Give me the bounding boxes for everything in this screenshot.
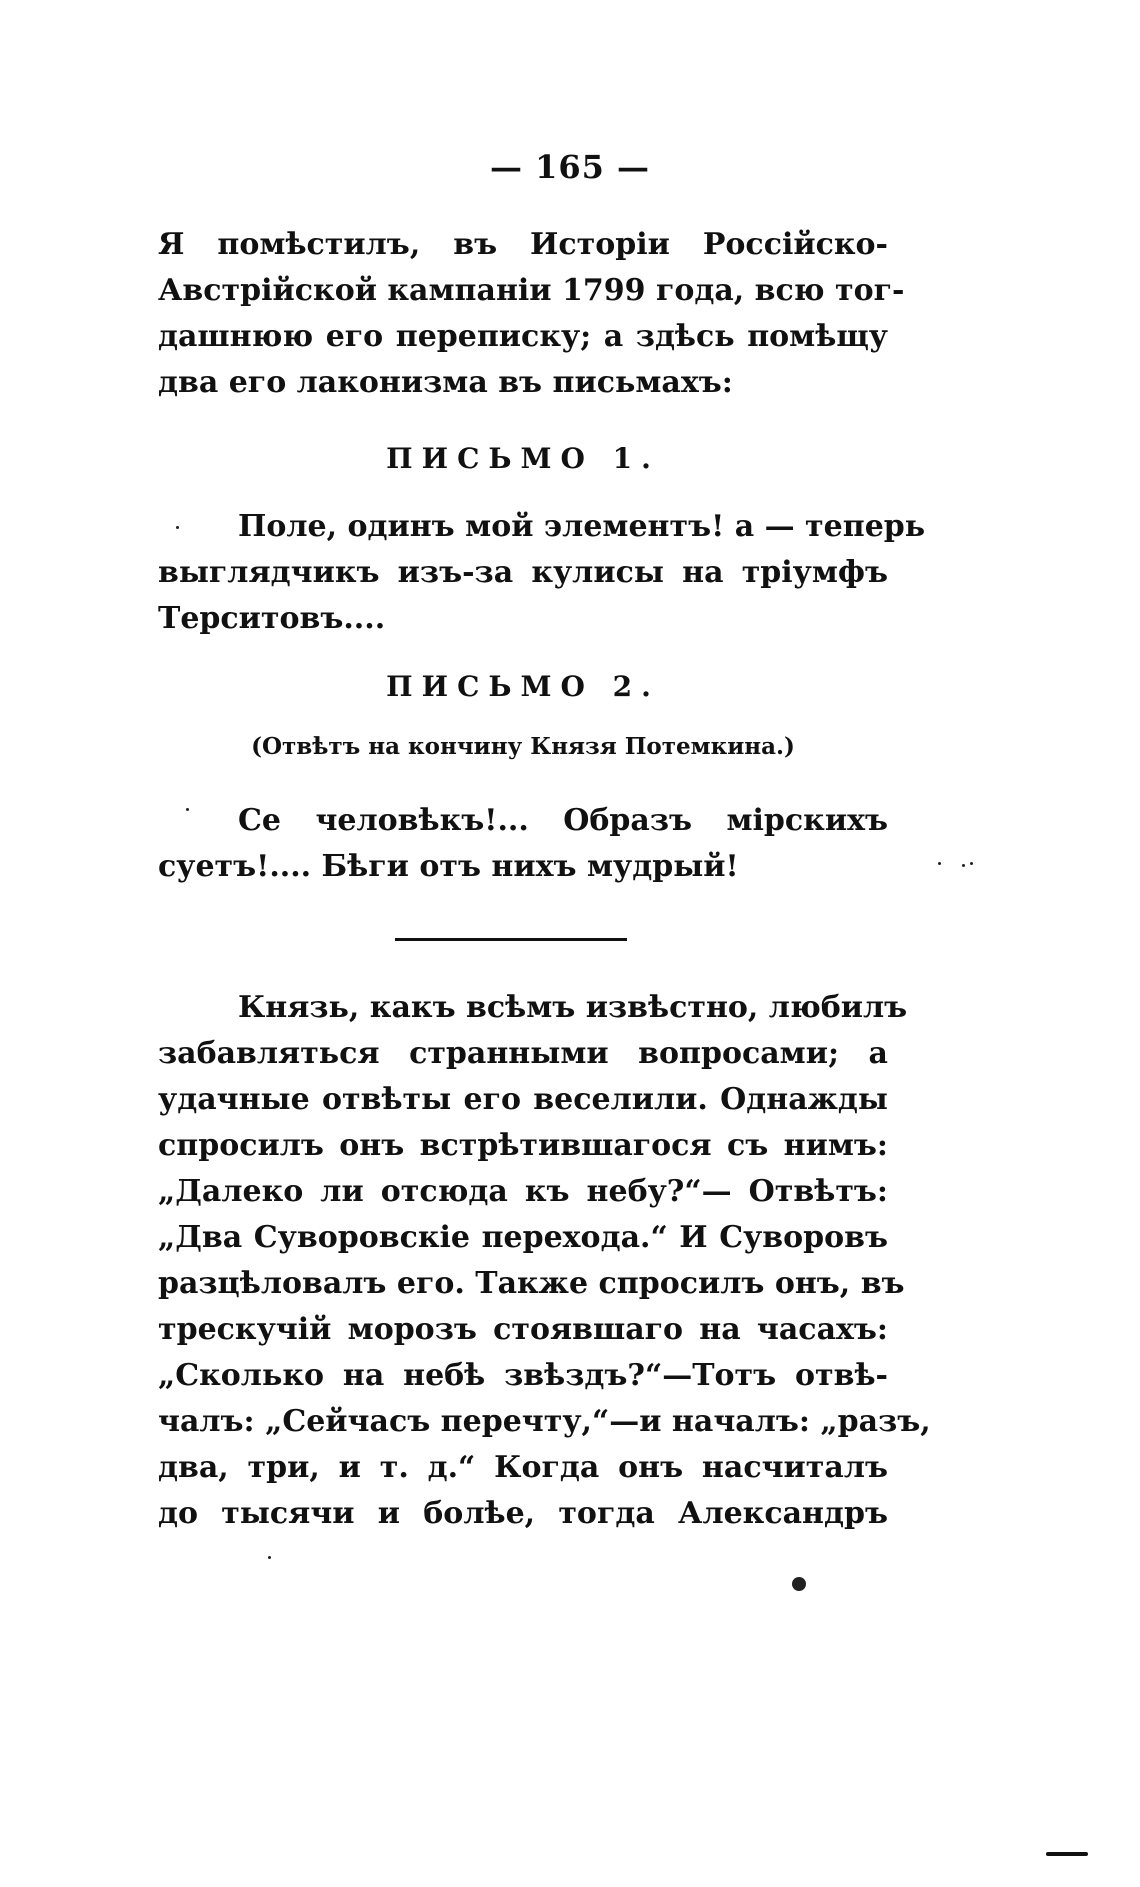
scan-speck	[962, 864, 965, 867]
letter-1-text	[158, 504, 926, 642]
letter-1-heading: ПИСЬМО 1.	[386, 442, 660, 475]
main-line: „Два Суворовскіе перехода.“ И Суворовъ	[158, 1220, 888, 1255]
main-line: Князь, какъ всѣмъ извѣстно, любилъ	[238, 990, 908, 1025]
letter-2-line: Се человѣкъ!... Образъ мірскихъ	[238, 803, 888, 838]
letter-2-line: суетъ!.... Бѣги отъ нихъ мудрый!	[158, 849, 739, 884]
scan-speck	[938, 862, 941, 865]
scan-speck	[186, 808, 189, 811]
intro-paragraph	[158, 222, 905, 406]
scan-speck	[970, 862, 973, 865]
letter-1-line: Поле, одинъ мой элементъ! а — теперь	[238, 509, 926, 544]
scan-mark	[1046, 1852, 1088, 1856]
main-line: разцѣловалъ его. Также спросилъ онъ, въ	[158, 1266, 905, 1301]
scan-speck	[176, 526, 179, 529]
section-divider	[395, 938, 627, 941]
main-line: трескучій морозъ стоявшаго на часахъ:	[158, 1312, 888, 1347]
intro-line: Я помѣстилъ, въ Исторіи Россійско-	[158, 227, 888, 262]
ink-blot	[792, 1577, 806, 1591]
main-line: до тысячи и болѣе, тогда Александръ	[158, 1496, 888, 1531]
main-paragraph	[158, 985, 931, 1537]
main-line: забавляться странными вопросами; а	[158, 1036, 888, 1071]
main-line: „Сколько на небѣ звѣздъ?“—Тотъ отвѣ-	[158, 1358, 888, 1393]
main-line: „Далеко ли отсюда къ небу?“— Отвѣтъ:	[158, 1174, 888, 1209]
letter-1-line: Терситовъ....	[158, 601, 386, 636]
main-line: два, три, и т. д.“ Когда онъ насчиталъ	[158, 1450, 888, 1485]
main-line: чалъ: „Сейчасъ перечту,“—и началъ: „разъ,	[158, 1404, 931, 1439]
letter-2-heading: ПИСЬМО 2.	[386, 670, 660, 703]
letter-2-subheading: (Отвѣтъ на кончину Князя Потемкина.)	[251, 733, 795, 760]
letter-2-text	[158, 798, 888, 890]
page-number: — 165 —	[489, 148, 651, 186]
intro-line: Австрійской кампаніи 1799 года, всю тог-	[158, 273, 905, 308]
main-line: удачные отвѣты его веселили. Однажды	[158, 1082, 888, 1117]
intro-line: два его лаконизма въ письмахъ:	[158, 365, 733, 400]
intro-line: дашнюю его переписку; а здѣсь помѣщу	[158, 319, 888, 354]
letter-1-line: выглядчикъ изъ-за кулисы на тріумфъ	[158, 555, 888, 590]
main-line: спросилъ онъ встрѣтившагося съ нимъ:	[158, 1128, 888, 1163]
scan-speck	[268, 1556, 271, 1559]
